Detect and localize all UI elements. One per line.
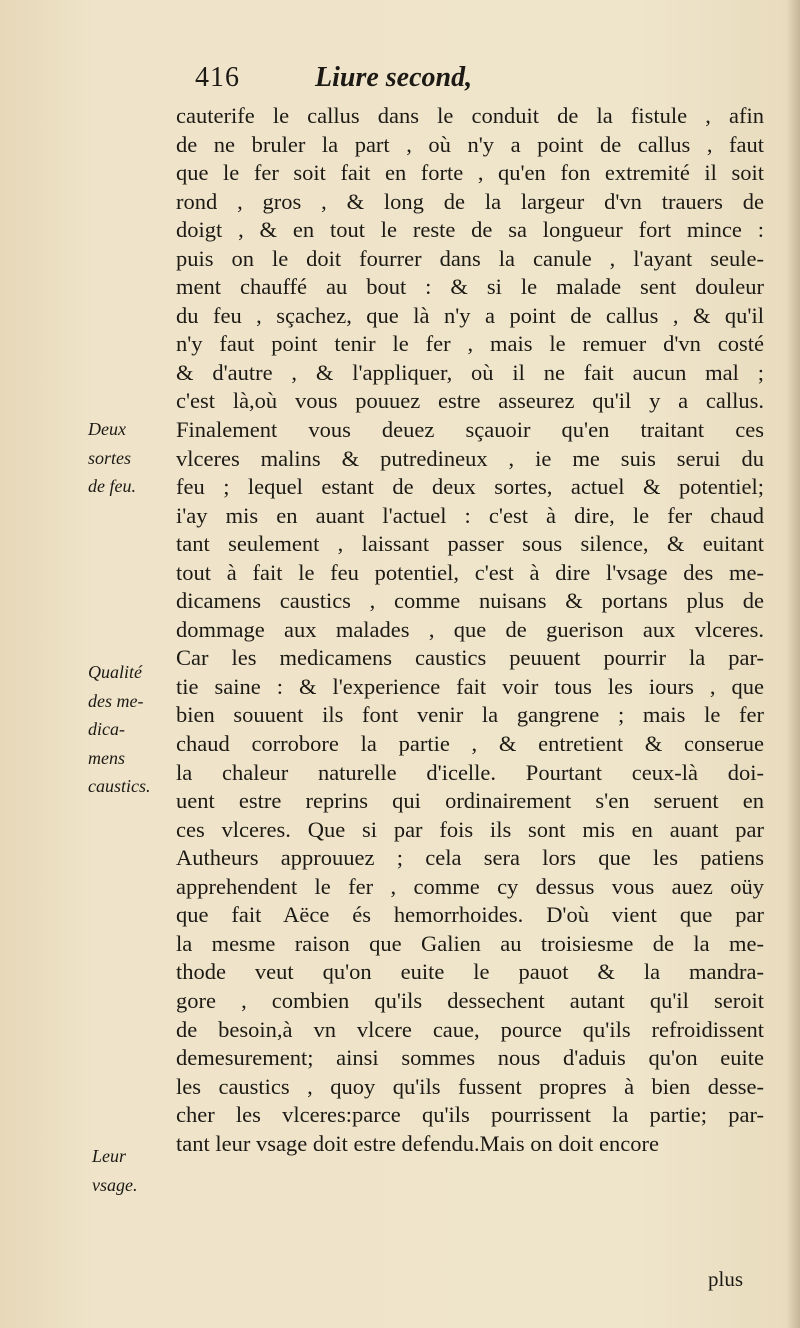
running-title: Liure second, bbox=[315, 62, 473, 93]
margin-note-line: sortes bbox=[88, 447, 132, 468]
text-line: bien souuent ils font venir la gangrene ; mais le fer bbox=[176, 702, 764, 728]
text-line: tant leur vsage doit estre defendu.Mais on doit encore bbox=[176, 1130, 659, 1156]
margin-note-line: Deux bbox=[88, 419, 126, 439]
catchword: plus bbox=[708, 1267, 744, 1291]
text-line: de besoin,à vn vlcere caue, pource qu'ils refroidissent bbox=[176, 1016, 764, 1042]
text-line: thode veut qu'on euite le pauot & la mandra- bbox=[176, 959, 764, 985]
text-line: tie saine : & l'experience fait voir tous les iours , que bbox=[176, 673, 764, 699]
margin-note-line: mens bbox=[88, 747, 125, 768]
text-line: apprehendent le fer , comme cy dessus vous auez oüy bbox=[176, 873, 764, 899]
margin-note-line: caustics. bbox=[88, 776, 151, 796]
text-line: uent estre reprins qui ordinairement s'en seruent en bbox=[176, 788, 764, 814]
text-line: Autheurs approuuez ; cela sera lors que les patiens bbox=[176, 845, 764, 871]
text-line: cher les vlceres:parce qu'ils pourrissent la partie; par- bbox=[176, 1102, 764, 1128]
margin-note-line: Leur bbox=[92, 1146, 127, 1166]
text-line: Car les medicamens caustics peuuent pourrir la par- bbox=[176, 645, 764, 671]
margin-note-line: Qualité bbox=[88, 662, 142, 682]
text-line: la mesme raison que Galien au troisiesme de la me- bbox=[176, 930, 764, 956]
page-edge-shadow bbox=[786, 0, 800, 1328]
page-number: 416 bbox=[195, 62, 240, 93]
margin-note-leur-vsage bbox=[92, 1142, 172, 1199]
text-line: cauterife le callus dans le conduit de la fistule , afin bbox=[176, 103, 764, 128]
text-line: dicamens caustics , comme nuisans & portans plus de bbox=[176, 588, 764, 614]
text-line: les caustics , quoy qu'ils fussent propres à bien desse- bbox=[176, 1073, 764, 1099]
text-line: chaud corrobore la partie , & entretient & conserue bbox=[176, 731, 764, 757]
text-line: ces vlceres. Que si par fois ils sont mis en auant par bbox=[176, 816, 764, 842]
text-line: ment chauffé au bout : & si le malade sent douleur bbox=[176, 274, 764, 300]
text-line: i'ay mis en auant l'actuel : c'est à dire, le fer chaud bbox=[176, 502, 764, 528]
margin-note-line: des me- bbox=[88, 690, 144, 711]
text-line: demesurement; ainsi sommes nous d'aduis qu'on euite bbox=[176, 1045, 764, 1071]
margin-note-line: vsage. bbox=[92, 1174, 138, 1195]
text-line: Finalement vous deuez sçauoir qu'en traitant ces bbox=[176, 417, 764, 443]
text-line: doigt , & en tout le reste de sa longueur fort mince : bbox=[176, 217, 764, 243]
text-line: que le fer soit fait en forte , qu'en fon extremité il soit bbox=[176, 160, 764, 186]
text-line: tout à fait le feu potentiel, c'est à dire l'vsage des me- bbox=[176, 559, 764, 585]
text-line: dommage aux malades , que de guerison aux vlceres. bbox=[176, 616, 764, 642]
margin-note-qualite bbox=[88, 658, 168, 801]
text-line: gore , combien qu'ils dessechent autant qu'il seroit bbox=[176, 987, 764, 1013]
margin-note-line: de feu. bbox=[88, 476, 136, 496]
text-line: c'est là,où vous pouuez estre asseurez qu'il y a callus. bbox=[176, 388, 764, 414]
text-line: du feu , sçachez, que là n'y a point de callus , & qu'il bbox=[176, 302, 764, 328]
body-text bbox=[176, 102, 764, 1158]
text-line: vlceres malins & putredineux , ie me suis serui du bbox=[176, 445, 764, 471]
text-line: n'y faut point tenir le fer , mais le remuer d'vn costé bbox=[176, 331, 764, 357]
margin-note-line: dica- bbox=[88, 719, 125, 739]
text-line: la chaleur naturelle d'icelle. Pourtant ceux-là doi- bbox=[176, 759, 764, 785]
text-line: de ne bruler la part , où n'y a point de callus , faut bbox=[176, 131, 764, 157]
margin-note-deux-sortes bbox=[88, 415, 168, 501]
text-line: & d'autre , & l'appliquer, où il ne fait aucun mal ; bbox=[176, 359, 764, 385]
text-line: puis on le doit fourrer dans la canule , l'ayant seule- bbox=[176, 245, 764, 271]
text-line: rond , gros , & long de la largeur d'vn trauers de bbox=[176, 188, 764, 214]
text-line: que fait Aëce és hemorrhoides. D'où vient que par bbox=[176, 902, 764, 928]
page-header bbox=[195, 62, 555, 102]
text-line: tant seulement , laissant passer sous silence, & euitant bbox=[176, 531, 764, 557]
text-line: feu ; lequel estant de deux sortes, actuel & potentiel; bbox=[176, 474, 764, 500]
